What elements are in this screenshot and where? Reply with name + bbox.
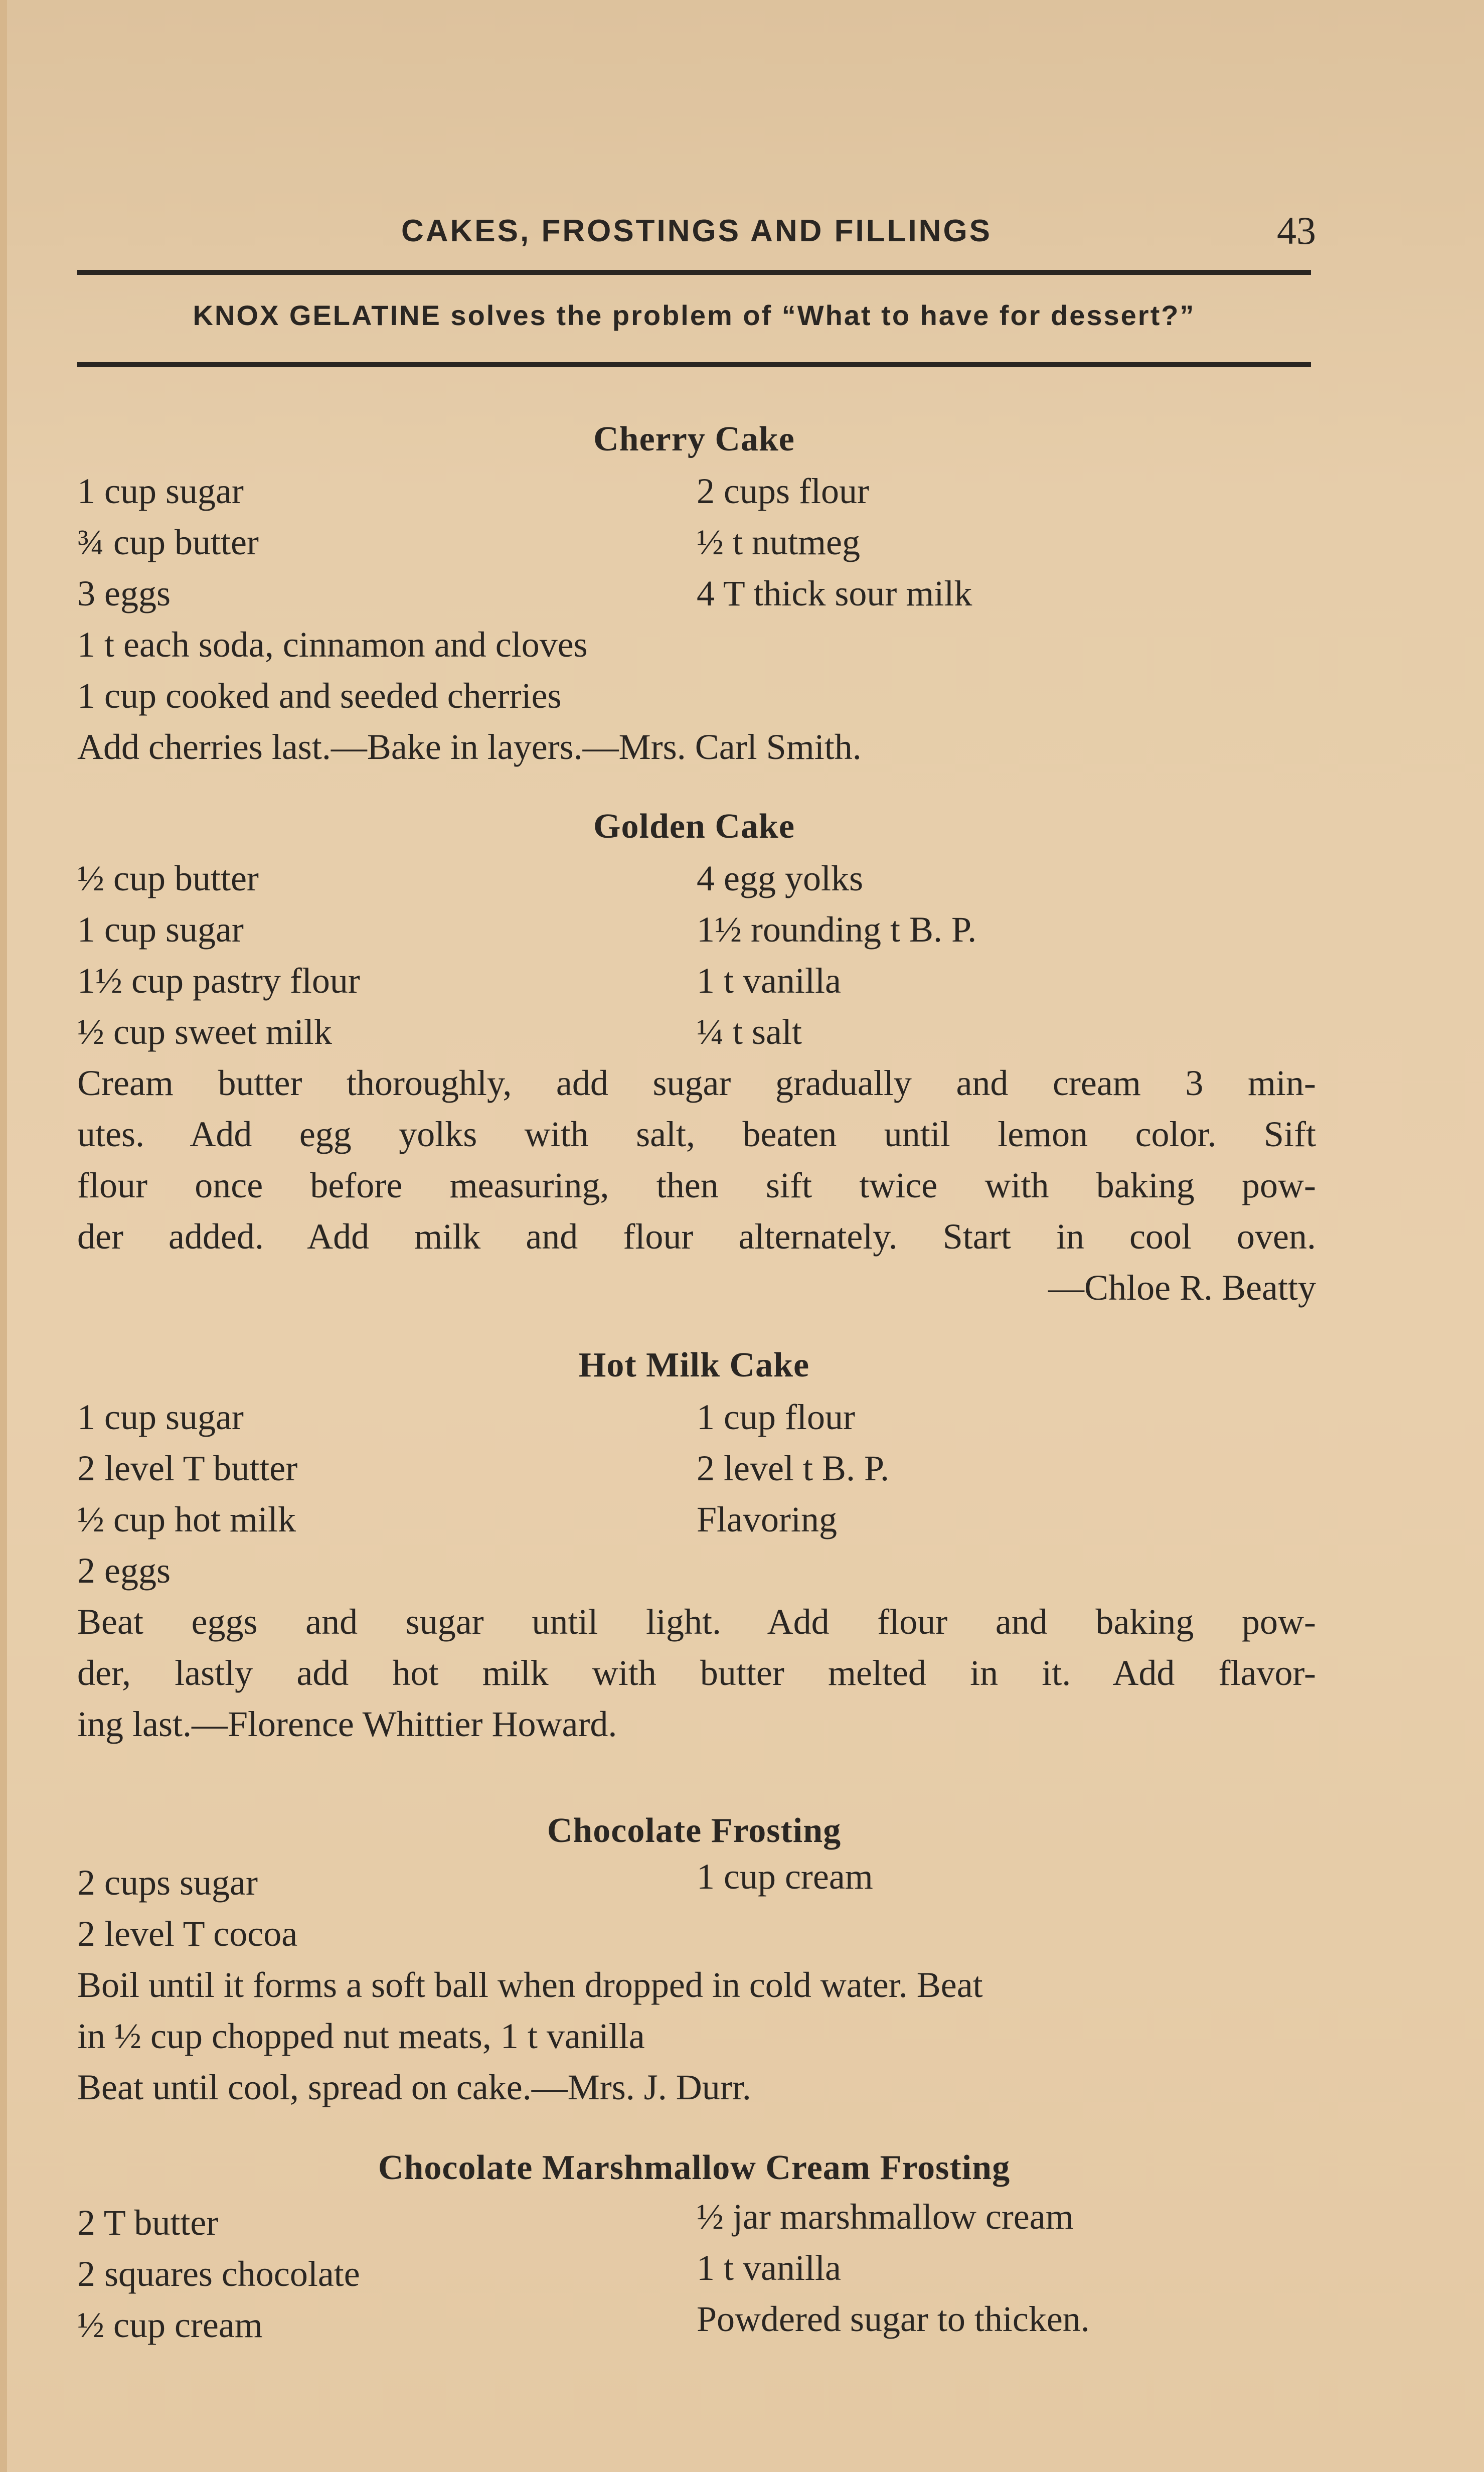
recipe-title: Hot Milk Cake [578, 1346, 810, 1384]
advertising-banner: KNOX GELATINE solves the problem of “What to have for dessert?” [193, 299, 1196, 331]
recipe-title: Cherry Cake [593, 420, 795, 458]
recipe-text-line: utes. Add egg yolks with salt, beaten until lemon color. Sift [77, 1114, 1316, 1154]
ingredient: 4 T thick sour milk [697, 573, 972, 613]
ingredient: ½ cup sweet milk [77, 1012, 332, 1052]
recipe-text-line: Add cherries last.—Bake in layers.—Mrs. Carl Smith. [77, 727, 862, 767]
recipe-text-line: Cream butter thoroughly, add sugar gradually and cream 3 min- [77, 1063, 1316, 1103]
ingredient: ½ cup hot milk [77, 1499, 296, 1539]
recipe-text-line: Beat until cool, spread on cake.—Mrs. J. Durr. [77, 2067, 751, 2107]
ingredient: 2 level T cocoa [77, 1914, 298, 1954]
ingredient: 2 level T butter [77, 1448, 298, 1488]
ingredient: ½ t nutmeg [697, 522, 860, 562]
ingredient: 1 cup sugar [77, 909, 244, 950]
page-number: 43 [1277, 209, 1316, 252]
ingredient: ¼ t salt [697, 1012, 802, 1052]
ingredient: 1 cup flour [697, 1397, 855, 1437]
ingredient: 4 egg yolks [697, 858, 863, 898]
ingredient: 1 t vanilla [697, 961, 841, 1001]
ingredient: 1 t vanilla [697, 2248, 841, 2288]
ingredient: 1 cup sugar [77, 1397, 244, 1437]
recipe-text-line: ing last.—Florence Whittier Howard. [77, 1704, 617, 1744]
ingredient: ½ cup butter [77, 858, 259, 898]
ingredient: 1½ rounding t B. P. [697, 909, 977, 950]
recipe-text-line: Boil until it forms a soft ball when dropped in cold water. Beat [77, 1965, 983, 2005]
ingredient: 2 cups sugar [77, 1863, 258, 1903]
recipe-text-line: flour once before measuring, then sift twice with baking pow- [77, 1165, 1316, 1205]
ingredient: Powdered sugar to thicken. [697, 2299, 1090, 2339]
ingredient: ¾ cup butter [77, 522, 259, 562]
chapter-title: CAKES, FROSTINGS AND FILLINGS [401, 214, 993, 248]
banner-rule [77, 362, 1311, 367]
recipe-title: Chocolate Frosting [547, 1811, 842, 1850]
ingredient: 2 level t B. P. [697, 1448, 890, 1488]
ingredient: 1 cup sugar [77, 471, 244, 511]
ingredient: 1½ cup pastry flour [77, 961, 360, 1001]
ingredient: 2 squares chocolate [77, 2254, 360, 2294]
ingredient: 1 cup cream [697, 1857, 873, 1897]
recipe-attribution: —Chloe R. Beatty [1048, 1268, 1316, 1308]
ingredient: Flavoring [697, 1499, 837, 1539]
ingredient: ½ cup cream [77, 2305, 263, 2345]
ingredient: 2 cups flour [697, 471, 869, 511]
recipe-text-line: Beat eggs and sugar until light. Add flour and baking pow- [77, 1602, 1316, 1642]
ingredient: 2 eggs [77, 1551, 171, 1591]
recipe-text-line: 1 t each soda, cinnamon and cloves [77, 625, 588, 665]
recipe-title: Golden Cake [593, 807, 795, 846]
ingredient: 2 T butter [77, 2203, 219, 2243]
recipe-text-line: 1 cup cooked and seeded cherries [77, 676, 562, 716]
ingredient: 3 eggs [77, 573, 171, 613]
recipe-text-line: der, lastly add hot milk with butter melted in it. Add flavor- [77, 1653, 1316, 1693]
running-header [77, 209, 1316, 253]
recipe-text-line: der added. Add milk and flour alternately. Start in cool oven. [77, 1216, 1316, 1257]
recipe-text-line: in ½ cup chopped nut meats, 1 t vanilla [77, 2016, 645, 2056]
recipe-title: Chocolate Marshmallow Cream Frosting [378, 2148, 1011, 2187]
header-rule [77, 270, 1311, 275]
ingredient: ½ jar marshmallow cream [697, 2197, 1074, 2237]
